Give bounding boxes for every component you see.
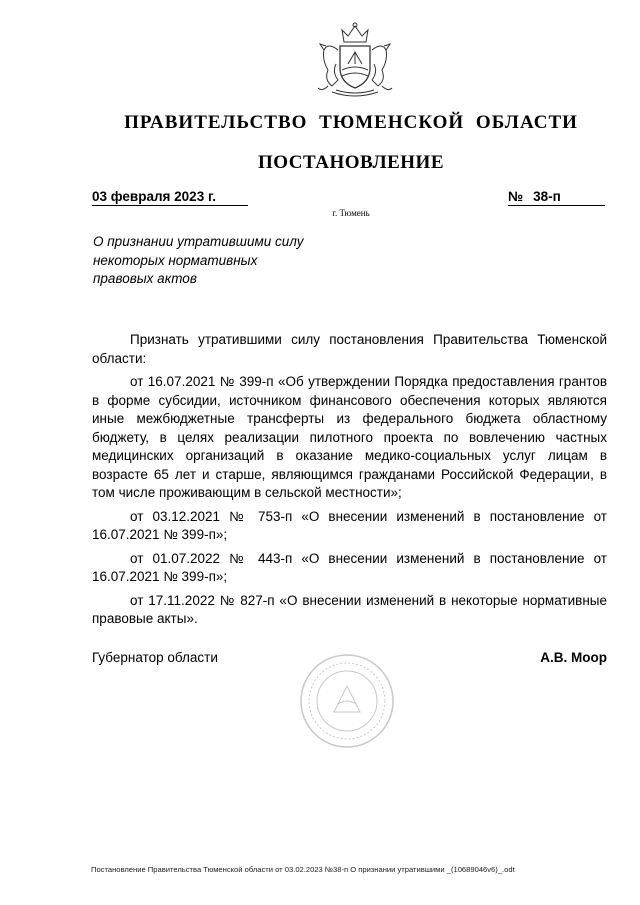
document-body (92, 331, 607, 634)
electronic-signature-stamp-icon (298, 652, 396, 750)
document-date: 03 февраля 2023 г. (92, 188, 248, 206)
document-subject (93, 233, 333, 289)
subject-line: правовых актов (93, 271, 197, 286)
organization-title: ПРАВИТЕЛЬСТВО ТЮМЕНСКОЙ ОБЛАСТИ (124, 112, 578, 133)
subject-line: О признании утратившими силу (93, 234, 304, 249)
repealed-act-item: от 16.07.2021 № 399-п «Об утверждении Порядка предоставления грантов в форме субсидии, источником финансового обеспечения которых являются иные межбюджетные трансферты из федерального бюджета областному бюджету, в целях реализации пилотного проекта по вовлечению частных медицинских организаций в оказание медико-социальных услуг лицам в возрасте 65 лет и старше, являющимся гражданами Российской Федерации, в том числе проживающим в сельской местности»; (92, 374, 607, 500)
city-label: г. Тюмень (332, 208, 370, 218)
repealed-act-item: от 17.11.2022 № 827-п «О внесении изменений в некоторые нормативные правовые акты». (92, 592, 607, 626)
tyumen-coat-of-arms-icon (312, 20, 398, 100)
subject-line: некоторых нормативных (93, 252, 258, 268)
signatory-name: А.В. Моор (540, 650, 607, 665)
intro-paragraph: Признать утратившими силу постановления Правительства Тюменской области: (92, 332, 607, 366)
signatory-title: Губернатор области (92, 650, 218, 665)
repealed-act-item: от 01.07.2022 № 443-п «О внесении изменений в постановление от 16.07.2021 № 399-п»; (92, 550, 607, 584)
document-number: 38-п (533, 189, 561, 204)
repealed-act-item: от 03.12.2021 № 753-п «О внесении изменений в постановление от 16.07.2021 № 399-п»; (92, 508, 607, 542)
document-type-title: ПОСТАНОВЛЕНИЕ (257, 152, 445, 173)
document-number-field (508, 188, 605, 206)
footer-file-info: Постановление Правительства Тюменской области от 03.02.2023 №38-п О признании утратившими _(10689046v6)_.odt (91, 865, 515, 874)
number-sign: № (508, 189, 524, 204)
